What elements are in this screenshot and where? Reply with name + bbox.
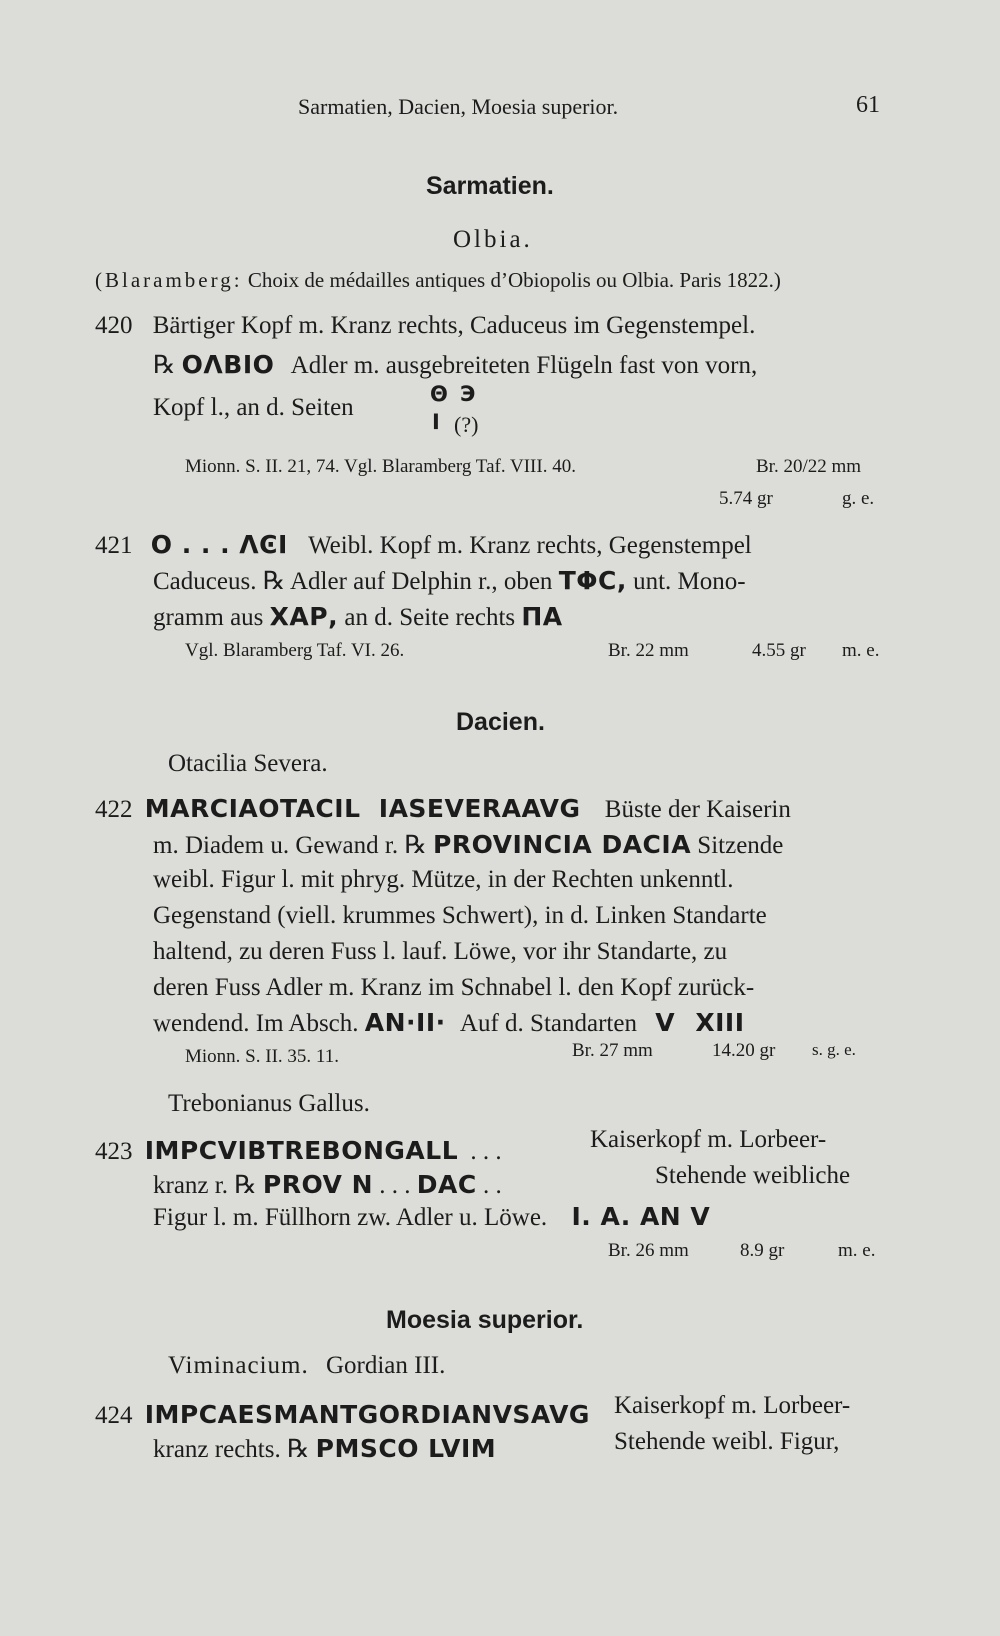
coin-legend: ΤΦϹ, (558, 566, 627, 595)
entry-text: kranz rechts. (153, 1436, 281, 1463)
entry-422-line6: deren Fuss Adler m. Kranz im Schnabel l. den Kopf zurück- (153, 974, 755, 1001)
entry-423-line2 (153, 1170, 502, 1200)
entry-421-line2 (153, 566, 746, 596)
coin-weight: 5.74 gr (719, 488, 773, 509)
entry-text: m. Diadem u. Gewand r. (153, 832, 399, 859)
page-number: 61 (856, 92, 880, 118)
condition: s. g. e. (812, 1040, 856, 1059)
ruler-heading: Trebonianus Gallus. (168, 1090, 370, 1117)
city-name: Viminacium. (168, 1352, 309, 1379)
coin-legend: IMPCVIBTREBONGALL (144, 1136, 459, 1165)
condition: m. e. (842, 640, 880, 661)
city-heading-viminacium (168, 1352, 445, 1380)
ellipsis: . . (482, 1172, 502, 1199)
entry-text: Adler auf Delphin r., oben (290, 568, 553, 595)
entry-number: 423 (95, 1138, 133, 1165)
coin-legend: V (655, 1008, 676, 1037)
condition: g. e. (842, 488, 875, 509)
reverse-symbol: ℞ (153, 352, 176, 379)
entry-text: Bärtiger Kopf m. Kranz rechts, Caduceus im Gegenstempel. (152, 312, 756, 339)
section-heading-sarmatien: Sarmatien. (426, 172, 554, 200)
entry-422 (95, 794, 791, 824)
entry-text: unt. Mono- (633, 568, 746, 595)
field-letter: Ι (432, 410, 441, 434)
entry-number: 420 (95, 312, 133, 339)
entry-422-line7 (153, 1008, 745, 1038)
coin-legend: XIII (695, 1008, 745, 1037)
citation: Vgl. Blaramberg Taf. VI. 26. (185, 640, 405, 661)
field-letter: Э (460, 382, 476, 406)
entry-text: gramm aus (153, 604, 264, 631)
reference-text: Choix de médailles antiques d’Obiopolis ou Olbia. Paris 1822.) (247, 268, 781, 292)
coin-legend: AN·II· (364, 1008, 446, 1037)
entry-421-line3 (153, 602, 563, 632)
coin-weight: 8.9 gr (740, 1240, 785, 1261)
condition: m. e. (838, 1240, 876, 1261)
coin-legend: DAC (416, 1170, 477, 1199)
entry-text: Caduceus. (153, 568, 257, 595)
coin-legend: MARCIAOTACIL (144, 794, 361, 823)
field-letter: Θ (430, 382, 449, 406)
entry-text: Kaiserkopf m. Lorbeer- (614, 1392, 851, 1419)
coin-size: Br. 26 mm (608, 1240, 689, 1261)
entry-420 (95, 312, 755, 340)
running-title: Sarmatien, Dacien, Moesia superior. (298, 94, 619, 119)
coin-weight: 4.55 gr (752, 640, 806, 661)
coin-legend: I. A. AN V (571, 1202, 711, 1231)
entry-420-line3: Kopf l., an d. Seiten (153, 394, 354, 421)
coin-size: Br. 22 mm (608, 640, 689, 661)
coin-legend: ΧΑΡ, (269, 602, 339, 631)
ellipsis: . . . (379, 1172, 411, 1199)
section-heading-dacien: Dacien. (456, 708, 545, 736)
coin-legend: ΠΑ (521, 602, 563, 631)
entry-text: wendend. Im Absch. (153, 1010, 359, 1037)
coin-weight: 14.20 gr (712, 1040, 776, 1061)
reference-note (95, 268, 781, 293)
entry-text: Sitzende (697, 832, 784, 859)
ellipsis: . . . (470, 1138, 502, 1165)
entry-text: Stehende weibl. Figur, (614, 1428, 840, 1455)
coin-size: Br. 27 mm (572, 1040, 653, 1061)
entry-text: Kaiserkopf m. Lorbeer- (590, 1126, 827, 1153)
entry-422-line3: weibl. Figur l. mit phryg. Mütze, in der Rechten unkenntl. (153, 866, 734, 893)
coin-size: Br. 20/22 mm (756, 456, 862, 477)
entry-text: Weibl. Kopf m. Kranz rechts, Gegenstempel (308, 532, 752, 559)
entry-text: Stehende weibliche (655, 1162, 851, 1189)
entry-421 (95, 530, 752, 560)
coin-legend: ΟΛΒΙΟ (181, 350, 275, 379)
ruler-heading: Otacilia Severa. (168, 750, 328, 777)
entry-422-line4: Gegenstand (viell. krummes Schwert), in d. Linken Standarte (153, 902, 767, 929)
reference-author: (Blaramberg: (95, 268, 243, 292)
reverse-symbol: ℞ (234, 1172, 257, 1199)
entry-423-line3 (153, 1202, 710, 1232)
coin-legend: IMPCAESMANTGORDIANVSAVG (144, 1400, 590, 1429)
reverse-symbol: ℞ (404, 832, 427, 859)
ruler-name: Gordian III. (325, 1352, 446, 1379)
reverse-symbol: ℞ (262, 568, 286, 595)
entry-424-line2 (153, 1434, 496, 1464)
reverse-symbol: ℞ (286, 1436, 310, 1463)
coin-legend: PMSCO LVIM (315, 1434, 497, 1463)
coin-legend: PROV N (262, 1170, 374, 1199)
entry-text: kranz r. (153, 1172, 228, 1199)
city-heading-olbia: Olbia. (453, 226, 533, 253)
coin-legend: Ο . . . ΛϾΙ (150, 530, 288, 559)
entry-number: 421 (95, 532, 133, 559)
entry-423 (95, 1136, 502, 1166)
coin-legend: PROVINCIA DACIA (433, 830, 692, 859)
section-heading-moesia: Moesia superior. (386, 1306, 584, 1334)
entry-number: 422 (95, 796, 133, 823)
entry-number: 424 (95, 1402, 133, 1429)
entry-text: Figur l. m. Füllhorn zw. Adler u. Löwe. (153, 1204, 548, 1231)
citation: Mionn. S. II. 21, 74. Vgl. Blaramberg Taf. VIII. 40. (185, 456, 576, 477)
entry-420-line2 (153, 350, 757, 380)
entry-422-line5: haltend, zu deren Fuss l. lauf. Löwe, vor ihr Standarte, zu (153, 938, 728, 965)
citation: Mionn. S. II. 35. 11. (185, 1046, 339, 1067)
entry-text: an d. Seite rechts (344, 604, 516, 631)
entry-text: Adler m. ausgebreiteten Flügeln fast von vorn, (290, 352, 758, 379)
entry-422-line2 (153, 830, 783, 860)
entry-424 (95, 1400, 590, 1430)
entry-text: Büste der Kaiserin (604, 796, 791, 823)
coin-legend: IASEVERAAVG (378, 794, 581, 823)
entry-text: Auf d. Standarten (459, 1010, 637, 1037)
uncertain-mark: (?) (454, 412, 479, 437)
